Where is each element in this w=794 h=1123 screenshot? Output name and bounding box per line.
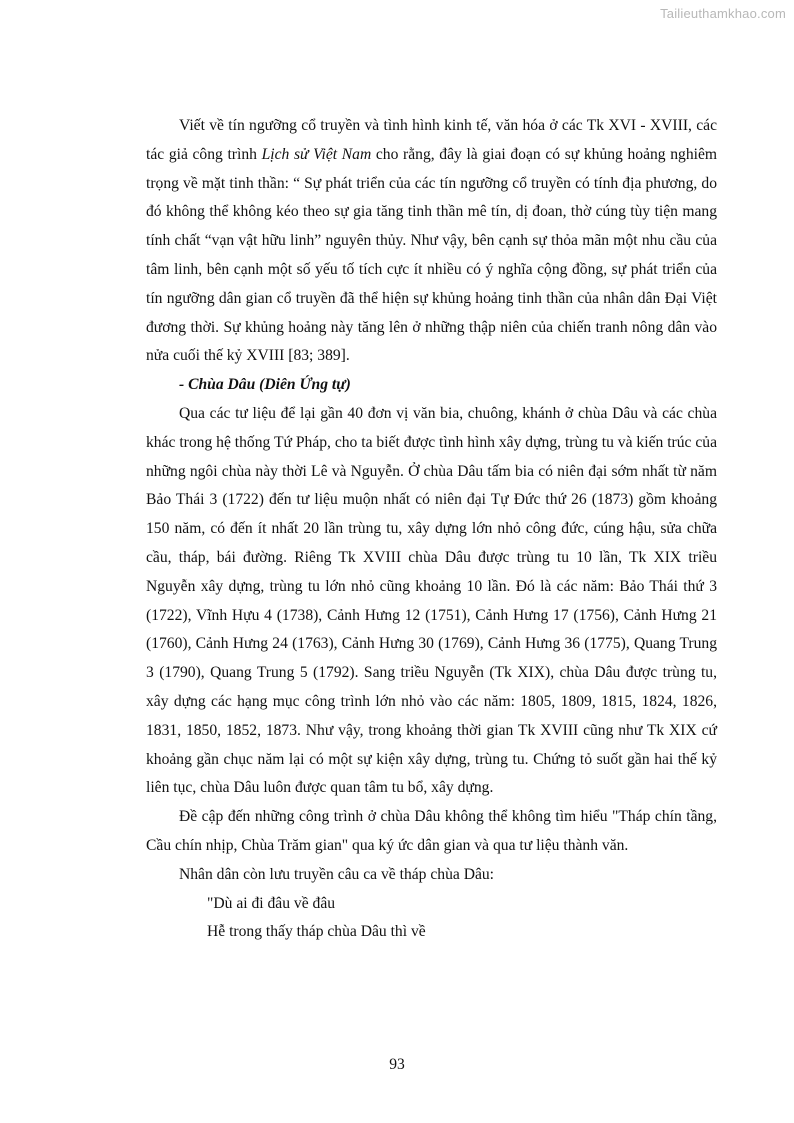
paragraph-3: Đề cập đến những công trình ở chùa Dâu không thể không tìm hiểu "Tháp chín tầng, Cầu chín nhịp, Chùa Trăm gian" qua ký ức dân gian và qua tư liệu thành văn. bbox=[146, 808, 717, 854]
page-number: 93 bbox=[389, 1056, 405, 1073]
document-body bbox=[146, 112, 717, 947]
book-title: Lịch sử Việt Nam bbox=[261, 145, 372, 163]
paragraph-1-text-b: cho rằng, đây là giai đoạn có sự khủng hoảng nghiêm trọng về mặt tinh thần: “ Sự phát triển của các tín ngưỡng cổ truyền có tính địa phương, do đó không thể không kéo theo sự gia tăng tinh thần mê tín, dị đoan, thờ cúng tùy tiện mang tính chất “vạn vật hữu linh” nguyên thủy. Như vậy, bên cạnh sự thỏa mãn một nhu cầu của tâm linh, bên cạnh một số yếu tố tích cực ít nhiều có ý nghĩa cộng đồng, sự phát triển của tín ngưỡng dân gian cổ truyền đã thể hiện sự khủng hoảng tinh thần của nhân dân Đại Việt đương thời. Sự khủng hoảng này tăng lên ở những thập niên của chiến tranh nông dân vào nửa cuối thế kỷ XVIII [83; 389]. bbox=[146, 145, 718, 365]
section-heading: - Chùa Dâu (Diên Ứng tự) bbox=[179, 376, 351, 394]
paragraph-2: Qua các tư liệu để lại gần 40 đơn vị văn bia, chuông, khánh ở chùa Dâu và các chùa khác trong hệ thống Tứ Pháp, cho ta biết được tình hình xây dựng, trùng tu và kiến trúc của những ngôi chùa này thời Lê và Nguyễn. Ở chùa Dâu tấm bia có niên đại sớm nhất từ năm Bảo Thái 3 (1722) đến tư liệu muộn nhất có niên đại Tự Đức thứ 26 (1873) gồm khoảng 150 năm, có đến ít nhất 20 lần trùng tu, xây dựng lớn nhỏ công đức, cúng hậu, sửa chữa cầu, tháp, bái đường. Riêng Tk XVIII chùa Dâu được trùng tu 10 lần, Tk XIX triều Nguyễn xây dựng, trùng tu lớn nhỏ cũng khoảng 10 lần. Đó là các năm: Bảo Thái thứ 3 (1722), Vĩnh Hựu 4 (1738), Cảnh Hưng 12 (1751), Cảnh Hưng 17 (1756), Cảnh Hưng 21 (1760), Cảnh Hưng 24 (1763), Cảnh Hưng 30 (1769), Cảnh Hưng 36 (1775), Quang Trung 3 (1790), Quang Trung 5 (1792). Sang triều Nguyễn (Tk XIX), chùa Dâu được trùng tu, xây dựng các hạng mục công trình lớn nhỏ vào các năm: 1805, 1809, 1815, 1824, 1826, 1831, 1850, 1852, 1873. Như vậy, trong khoảng thời gian Tk XVIII cũng như Tk XIX cứ khoảng gần chục năm lại có một sự kiện xây dựng, trùng tu. Chứng tỏ suốt gần hai thế kỷ liên tục, chùa Dâu luôn được quan tâm tu bổ, xây dựng. bbox=[146, 404, 717, 797]
paragraph-1 bbox=[146, 112, 717, 371]
verse-line-1: "Dù ai đi đâu về đâu bbox=[207, 894, 336, 912]
paragraph-4: Nhân dân còn lưu truyền câu ca về tháp chùa Dâu: bbox=[179, 865, 495, 883]
verse-line-2: Hễ trong thấy tháp chùa Dâu thì về bbox=[207, 923, 426, 941]
paragraph-1-text-a: Viết về tín ngưỡng cổ truyền và tình hình kinh tế, văn hóa ở các Tk XVI - XVIII, các tác giả công trình bbox=[146, 117, 717, 163]
watermark: Tailieuthamkhao.com bbox=[660, 6, 786, 21]
